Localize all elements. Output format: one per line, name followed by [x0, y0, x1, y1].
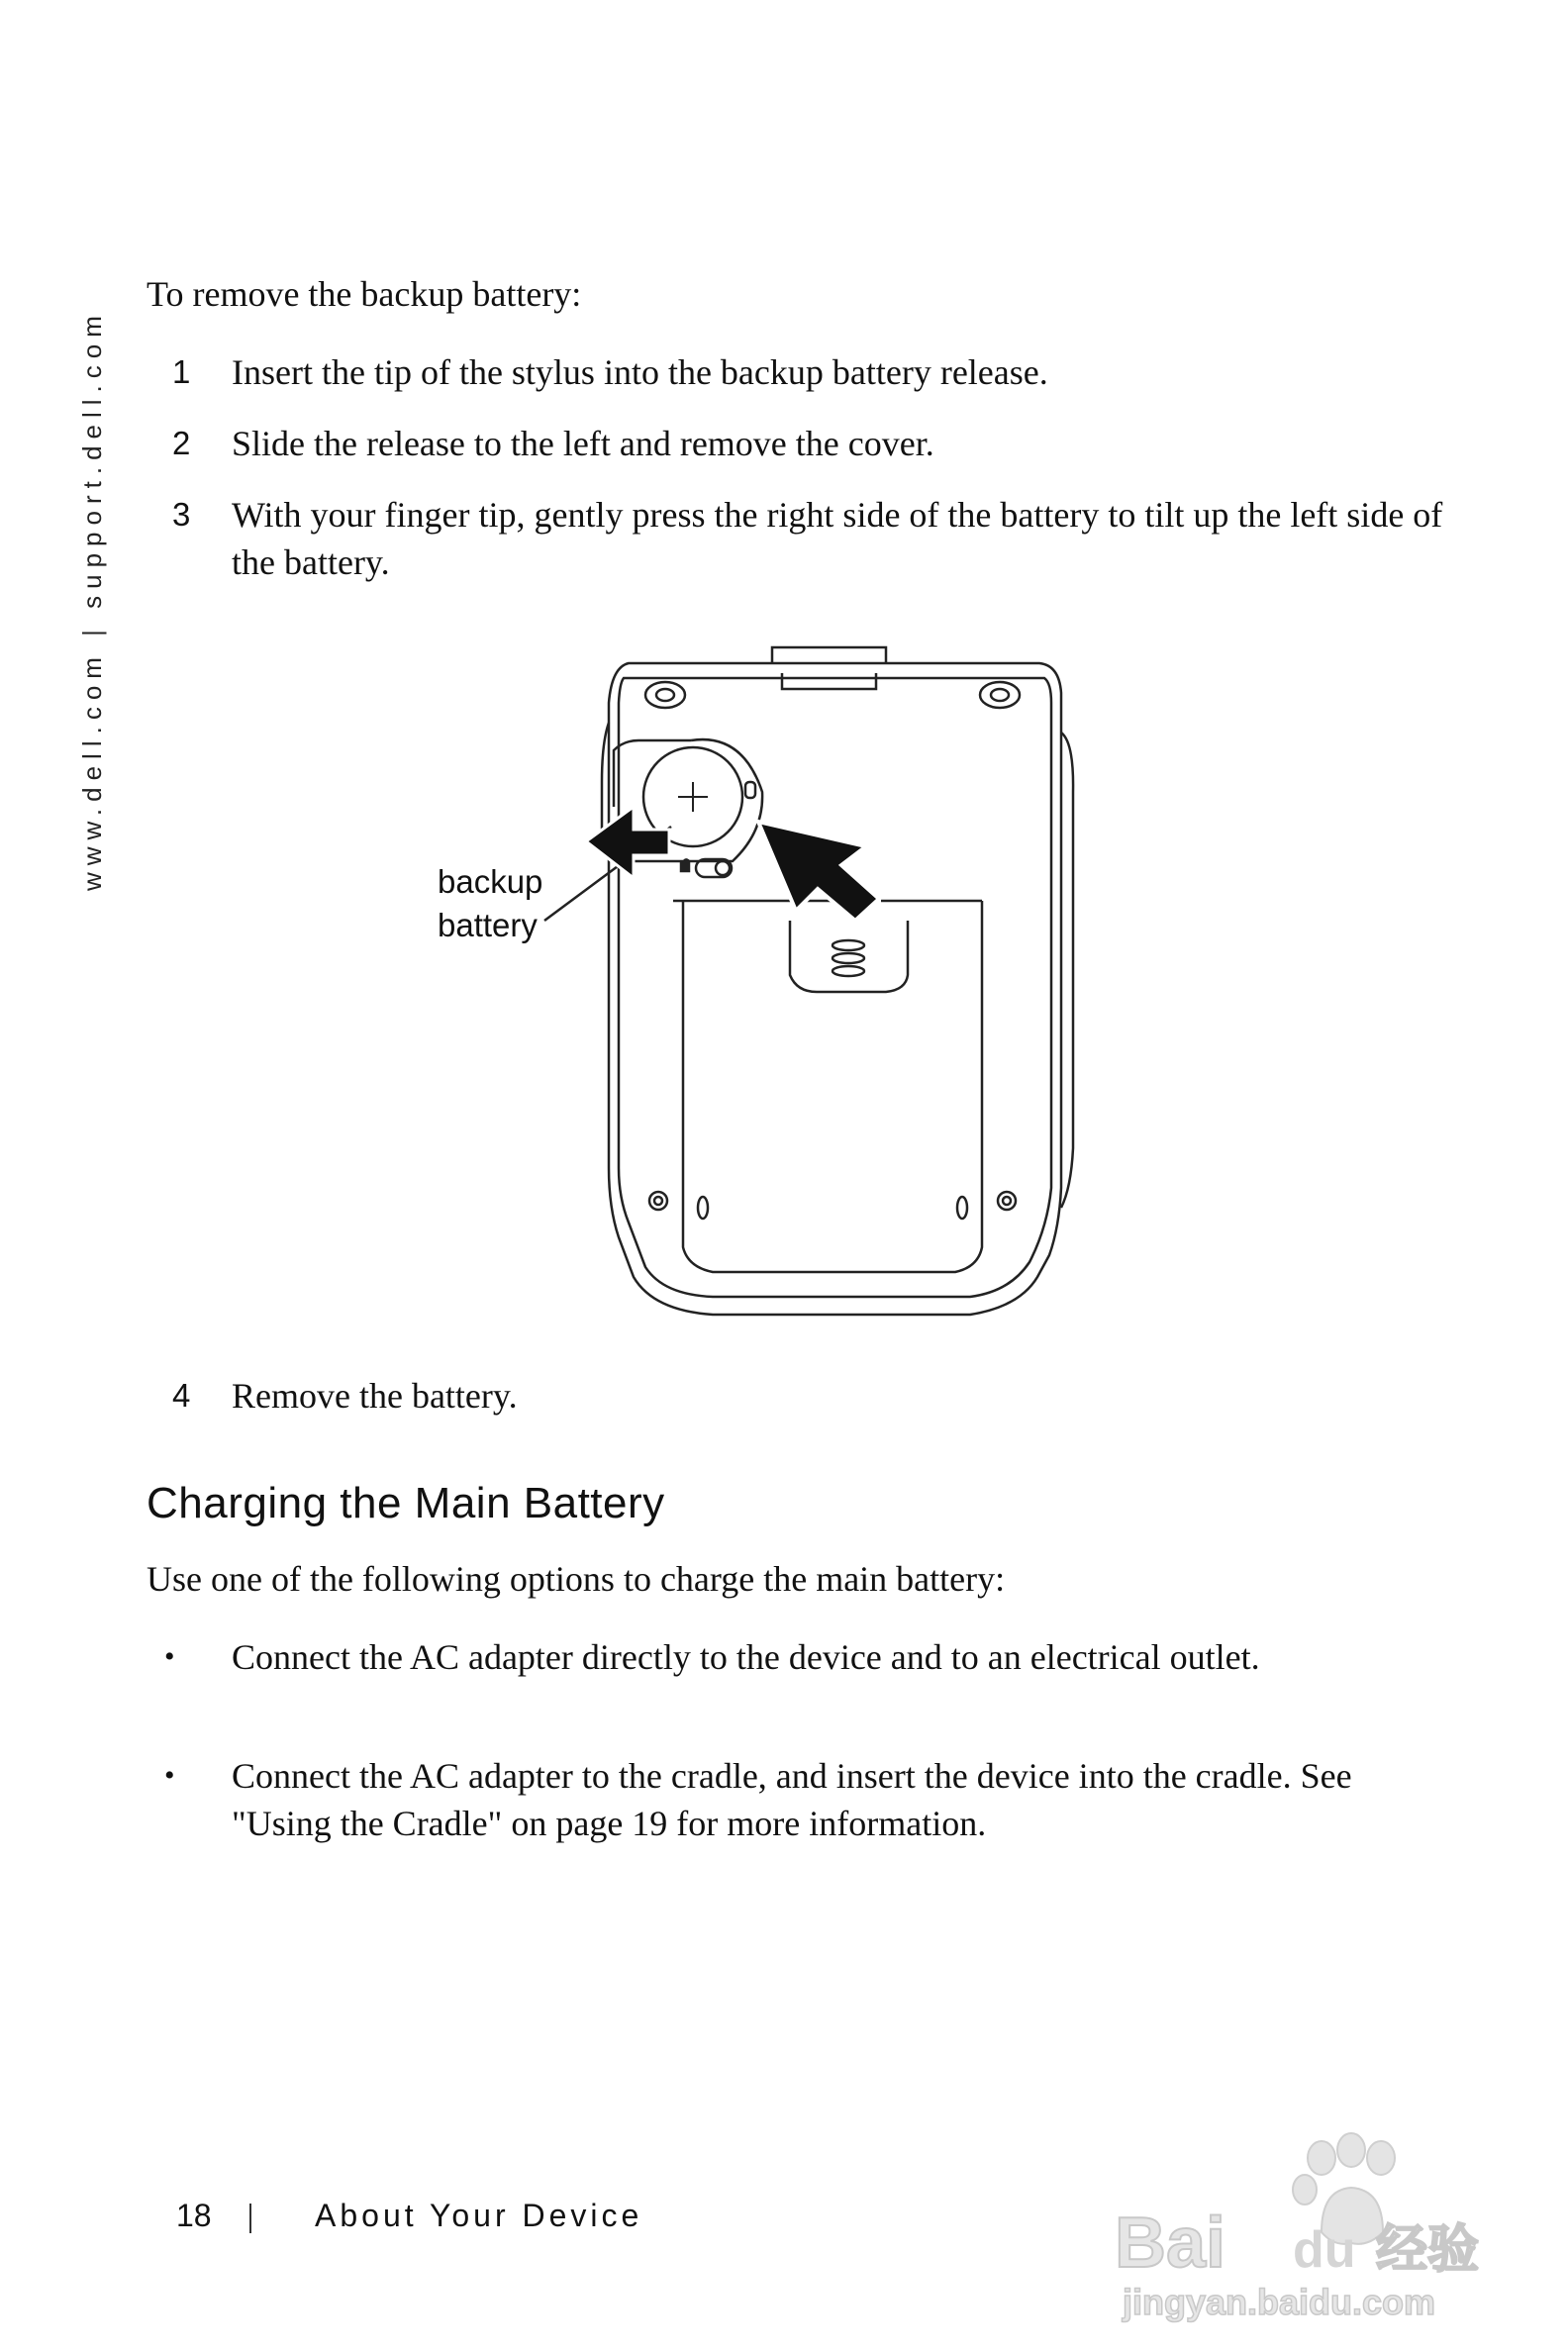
watermark-du: du [1293, 2221, 1356, 2279]
bullet-mark: • [164, 1640, 175, 1673]
slide-left-arrow [586, 807, 669, 878]
device-body [609, 663, 1061, 1315]
watermark-url: jingyan.baidu.com [1123, 2282, 1436, 2322]
step-number: 3 [172, 496, 191, 533]
watermark-cn: 经验 [1376, 2220, 1480, 2280]
device-illustration [416, 634, 1109, 1346]
step-text: Slide the release to the left and remove the cover. [232, 424, 934, 463]
watermark-bai: Bai [1115, 2204, 1226, 2283]
step-text: Remove the battery. [232, 1376, 518, 1416]
footer-divider [249, 2204, 251, 2233]
section-intro: Use one of the following options to charge the main battery: [147, 1559, 1006, 1599]
figure-label-line2: battery [438, 907, 538, 943]
press-arrow [758, 822, 879, 921]
bullet-text: Connect the AC adapter to the cradle, and insert the device into the cradle. See "Using the Cradle" on page 19 for more information. [232, 1756, 1352, 1843]
step-number: 1 [172, 353, 191, 390]
step-number: 2 [172, 425, 191, 461]
bullet-text: Connect the AC adapter directly to the device and to an electrical outlet. [232, 1637, 1260, 1677]
page-number: 18 [176, 2198, 212, 2233]
step-text: With your finger tip, gently press the right side of the battery to tilt up the left side of the battery. [232, 495, 1443, 582]
intro-text: To remove the backup battery: [147, 274, 582, 314]
bullet-mark: • [164, 1759, 175, 1792]
footer-title: About Your Device [315, 2198, 643, 2233]
step-number: 4 [172, 1377, 191, 1414]
baidu-watermark [1109, 2128, 1485, 2326]
side-url: www.dell.com | support.dell.com [77, 309, 107, 891]
figure-label-line1: backup [438, 863, 543, 900]
section-heading: Charging the Main Battery [147, 1479, 665, 1527]
step-text: Insert the tip of the stylus into the backup battery release. [232, 352, 1048, 392]
